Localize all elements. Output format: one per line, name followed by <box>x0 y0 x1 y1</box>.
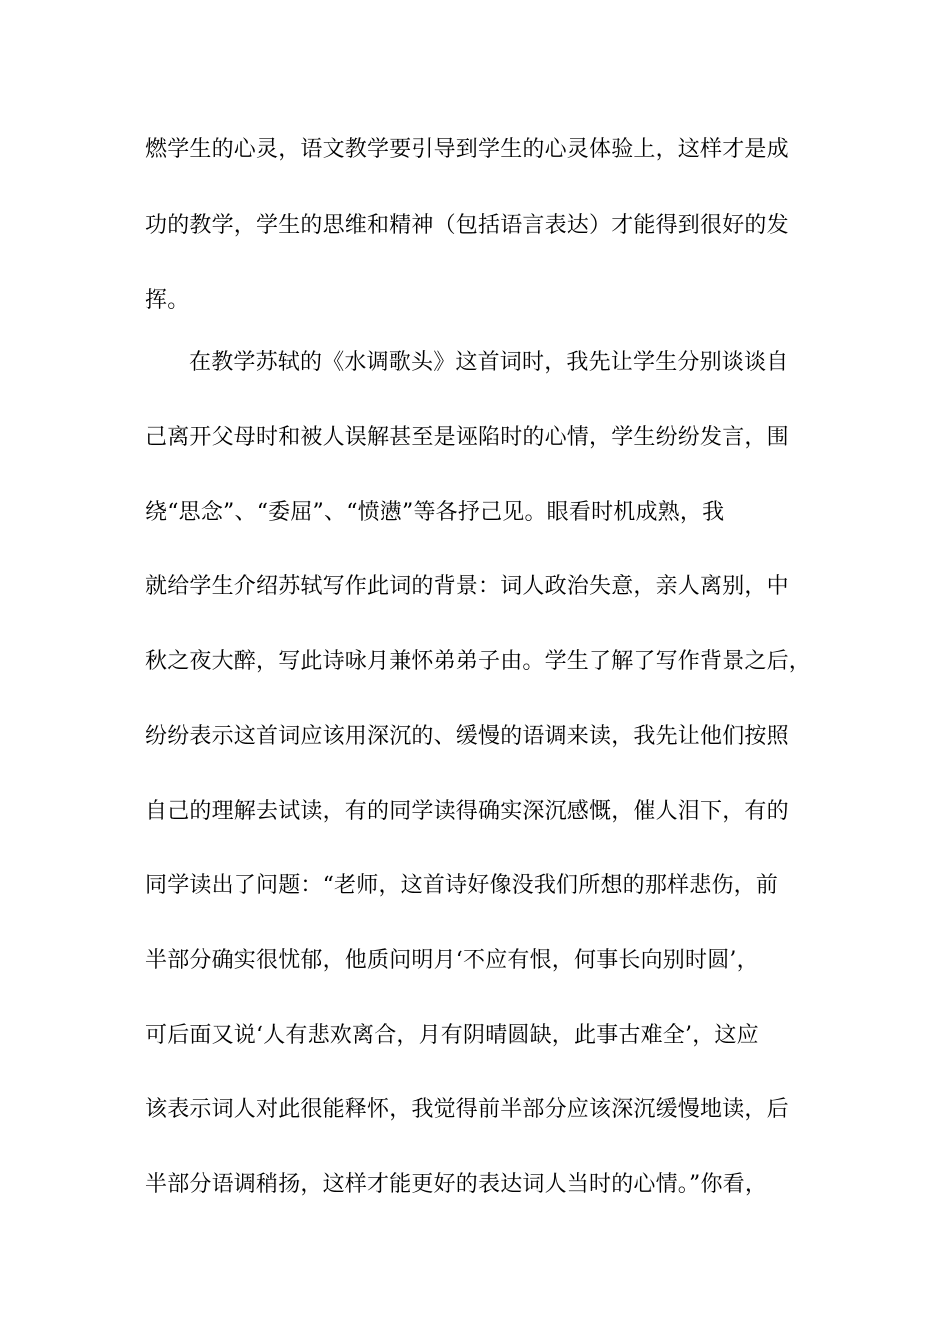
paragraph-1-line-2: 功的教学，学生的思维和精神（包括语言表达）才能得到很好的发 <box>145 213 789 238</box>
paragraph-2-line-12: 半部分语调稍扬，这样才能更好的表达词人当时的心情。”你看， <box>145 1172 768 1197</box>
paragraph-2-line-1: 在教学苏轼的《水调歌头》这首词时，我先让学生分别谈谈自 <box>189 350 789 375</box>
paragraph-1-line-3: 挥。 <box>145 288 190 313</box>
paragraph-2-line-8: 同学读出了问题：“老师，这首诗好像没我们所想的那样悲伤，前 <box>145 873 779 898</box>
paragraph-2-line-4: 就给学生介绍苏轼写作此词的背景：词人政治失意，亲人离别，中 <box>145 574 789 599</box>
paragraph-1-line-1: 燃学生的心灵，语文教学要引导到学生的心灵体验上，这样才是成 <box>145 137 789 162</box>
paragraph-2-line-7: 自己的理解去试读，有的同学读得确实深沉感慨，催人泪下，有的 <box>145 799 789 824</box>
paragraph-2-line-3: 绕“思念”、“委屈”、“愤懑”等各抒己见。眼看时机成熟，我 <box>145 500 725 525</box>
paragraph-2-line-10: 可后面又说‘人有悲欢离合，月有阴晴圆缺，此事古难全’，这应 <box>145 1023 759 1048</box>
paragraph-2-line-5: 秋之夜大醉，写此诗咏月兼怀弟弟子由。学生了解了写作背景之后， <box>145 649 812 674</box>
paragraph-2-line-9: 半部分确实很忧郁，他质问明月‘不应有恨，何事长向别时圆’， <box>145 948 759 973</box>
paragraph-2-line-11: 该表示词人对此很能释怀，我觉得前半部分应该深沉缓慢地读，后 <box>145 1097 789 1122</box>
paragraph-2-line-6: 纷纷表示这首词应该用深沉的、缓慢的语调来读，我先让他们按照 <box>145 724 789 749</box>
paragraph-2-line-2: 己离开父母时和被人误解甚至是诬陷时的心情，学生纷纷发言，围 <box>145 425 789 450</box>
